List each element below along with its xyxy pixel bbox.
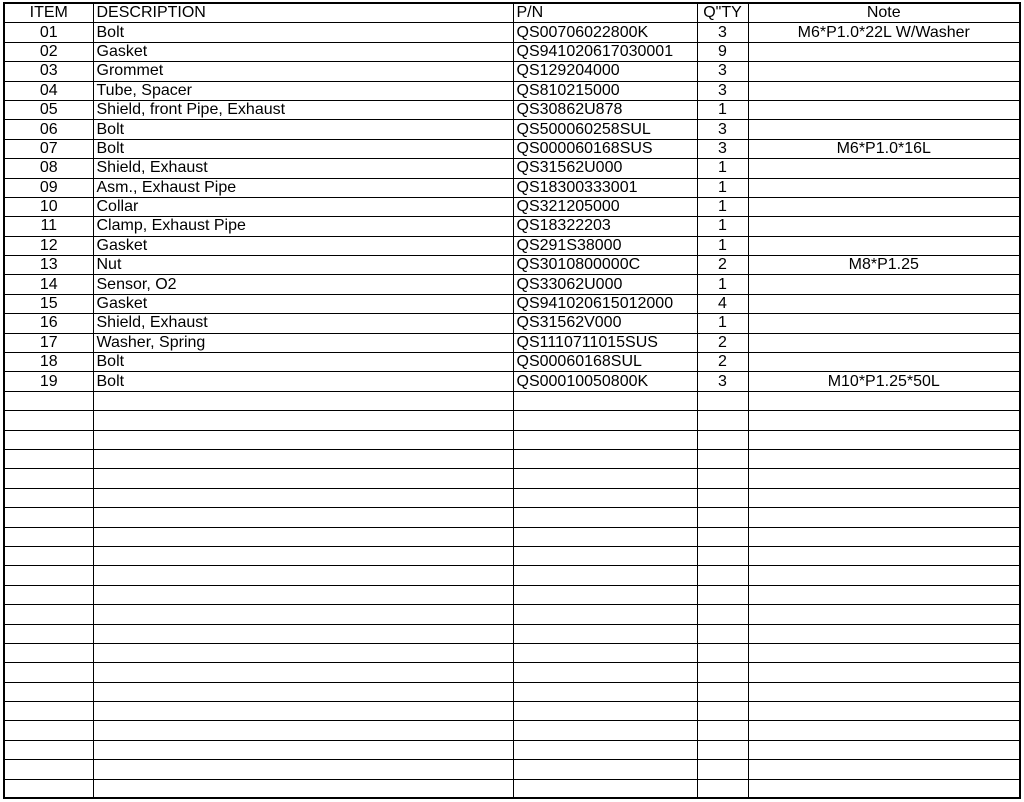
- cell-description: Asm., Exhaust Pipe: [93, 178, 513, 197]
- cell-part-number: QS31562V000: [513, 314, 697, 333]
- empty-cell: [513, 566, 697, 585]
- empty-cell: [748, 624, 1019, 643]
- cell-description: Bolt: [93, 353, 513, 372]
- empty-cell: [5, 740, 93, 759]
- table-row: [5, 23, 1019, 42]
- cell-item: 03: [5, 62, 93, 81]
- empty-cell: [5, 702, 93, 721]
- empty-cell: [5, 488, 93, 507]
- table-row: [5, 139, 1019, 158]
- cell-item: 08: [5, 159, 93, 178]
- cell-note: [748, 62, 1019, 81]
- empty-cell: [513, 546, 697, 565]
- empty-cell: [697, 566, 748, 585]
- empty-cell: [748, 643, 1019, 662]
- empty-cell: [513, 449, 697, 468]
- header-row: [5, 4, 1019, 23]
- cell-note: [748, 81, 1019, 100]
- cell-note: [748, 314, 1019, 333]
- empty-row: [5, 546, 1019, 565]
- cell-part-number: QS1110711015SUS: [513, 333, 697, 352]
- header-quantity: Q"TY: [697, 4, 748, 23]
- cell-part-number: QS941020615012000: [513, 294, 697, 313]
- table-row: [5, 197, 1019, 216]
- empty-cell: [513, 682, 697, 701]
- empty-cell: [5, 779, 93, 798]
- empty-cell: [697, 527, 748, 546]
- cell-quantity: 1: [697, 178, 748, 197]
- empty-cell: [697, 721, 748, 740]
- cell-description: Bolt: [93, 139, 513, 158]
- cell-part-number: QS3010800000C: [513, 256, 697, 275]
- table-row: [5, 159, 1019, 178]
- cell-part-number: QS000060168SUS: [513, 139, 697, 158]
- empty-cell: [513, 624, 697, 643]
- cell-quantity: 2: [697, 256, 748, 275]
- cell-description: Shield, front Pipe, Exhaust: [93, 100, 513, 119]
- empty-cell: [5, 411, 93, 430]
- empty-cell: [513, 488, 697, 507]
- empty-row: [5, 760, 1019, 779]
- empty-cell: [697, 643, 748, 662]
- cell-quantity: 3: [697, 139, 748, 158]
- cell-note: [748, 353, 1019, 372]
- empty-cell: [748, 721, 1019, 740]
- cell-description: Sensor, O2: [93, 275, 513, 294]
- cell-description: Shield, Exhaust: [93, 159, 513, 178]
- empty-cell: [93, 702, 513, 721]
- cell-part-number: QS291S38000: [513, 236, 697, 255]
- cell-quantity: 1: [697, 100, 748, 119]
- empty-cell: [93, 488, 513, 507]
- cell-quantity: 3: [697, 372, 748, 391]
- empty-cell: [748, 430, 1019, 449]
- empty-cell: [513, 469, 697, 488]
- cell-description: Grommet: [93, 62, 513, 81]
- cell-quantity: 2: [697, 333, 748, 352]
- cell-quantity: 9: [697, 42, 748, 61]
- cell-item: 15: [5, 294, 93, 313]
- cell-part-number: QS33062U000: [513, 275, 697, 294]
- table-row: [5, 333, 1019, 352]
- empty-cell: [93, 411, 513, 430]
- cell-part-number: QS18322203: [513, 217, 697, 236]
- empty-cell: [5, 682, 93, 701]
- cell-note: [748, 294, 1019, 313]
- empty-cell: [5, 605, 93, 624]
- empty-cell: [513, 702, 697, 721]
- empty-cell: [748, 682, 1019, 701]
- empty-cell: [5, 391, 93, 410]
- empty-cell: [5, 760, 93, 779]
- empty-cell: [748, 508, 1019, 527]
- parts-table: [5, 4, 1019, 799]
- empty-cell: [93, 682, 513, 701]
- header-item: ITEM: [5, 4, 93, 23]
- table-row: [5, 178, 1019, 197]
- table-row: [5, 314, 1019, 333]
- cell-note: [748, 197, 1019, 216]
- empty-row: [5, 508, 1019, 527]
- empty-cell: [93, 527, 513, 546]
- cell-description: Washer, Spring: [93, 333, 513, 352]
- table-row: [5, 62, 1019, 81]
- cell-part-number: QS31562U000: [513, 159, 697, 178]
- empty-cell: [5, 585, 93, 604]
- cell-part-number: QS810215000: [513, 81, 697, 100]
- cell-note: [748, 42, 1019, 61]
- table-row: [5, 372, 1019, 391]
- empty-cell: [513, 643, 697, 662]
- empty-cell: [93, 508, 513, 527]
- cell-item: 19: [5, 372, 93, 391]
- cell-quantity: 1: [697, 159, 748, 178]
- empty-row: [5, 779, 1019, 798]
- cell-description: Gasket: [93, 294, 513, 313]
- empty-cell: [748, 527, 1019, 546]
- empty-cell: [748, 779, 1019, 798]
- empty-row: [5, 663, 1019, 682]
- empty-cell: [93, 721, 513, 740]
- cell-quantity: 4: [697, 294, 748, 313]
- empty-cell: [748, 546, 1019, 565]
- empty-cell: [748, 760, 1019, 779]
- cell-description: Bolt: [93, 120, 513, 139]
- empty-row: [5, 488, 1019, 507]
- empty-cell: [93, 566, 513, 585]
- cell-quantity: 3: [697, 120, 748, 139]
- parts-list-sheet: [3, 2, 1021, 799]
- table-row: [5, 100, 1019, 119]
- cell-part-number: QS500060258SUL: [513, 120, 697, 139]
- empty-cell: [697, 488, 748, 507]
- empty-row: [5, 605, 1019, 624]
- empty-row: [5, 527, 1019, 546]
- cell-item: 10: [5, 197, 93, 216]
- table-row: [5, 236, 1019, 255]
- cell-note: M6*P1.0*16L: [748, 139, 1019, 158]
- empty-cell: [513, 663, 697, 682]
- cell-item: 12: [5, 236, 93, 255]
- table-row: [5, 42, 1019, 61]
- cell-quantity: 1: [697, 236, 748, 255]
- empty-cell: [93, 643, 513, 662]
- cell-description: Collar: [93, 197, 513, 216]
- cell-note: [748, 275, 1019, 294]
- cell-item: 14: [5, 275, 93, 294]
- empty-cell: [93, 605, 513, 624]
- empty-row: [5, 449, 1019, 468]
- empty-cell: [93, 469, 513, 488]
- empty-cell: [93, 779, 513, 798]
- empty-cell: [93, 760, 513, 779]
- cell-description: Nut: [93, 256, 513, 275]
- cell-part-number: QS00060168SUL: [513, 353, 697, 372]
- cell-description: Tube, Spacer: [93, 81, 513, 100]
- empty-cell: [5, 508, 93, 527]
- cell-item: 17: [5, 333, 93, 352]
- empty-cell: [697, 740, 748, 759]
- cell-note: [748, 236, 1019, 255]
- cell-item: 01: [5, 23, 93, 42]
- empty-cell: [513, 721, 697, 740]
- empty-cell: [748, 585, 1019, 604]
- cell-part-number: QS00706022800K: [513, 23, 697, 42]
- cell-note: M8*P1.25: [748, 256, 1019, 275]
- cell-note: [748, 333, 1019, 352]
- empty-row: [5, 391, 1019, 410]
- cell-part-number: QS941020617030001: [513, 42, 697, 61]
- empty-cell: [93, 449, 513, 468]
- empty-cell: [748, 702, 1019, 721]
- empty-cell: [697, 469, 748, 488]
- empty-cell: [93, 585, 513, 604]
- empty-cell: [697, 702, 748, 721]
- empty-cell: [748, 488, 1019, 507]
- cell-quantity: 1: [697, 217, 748, 236]
- cell-quantity: 1: [697, 275, 748, 294]
- table-row: [5, 81, 1019, 100]
- table-row: [5, 294, 1019, 313]
- cell-item: 09: [5, 178, 93, 197]
- empty-cell: [697, 391, 748, 410]
- cell-note: [748, 178, 1019, 197]
- cell-description: Gasket: [93, 236, 513, 255]
- empty-cell: [697, 449, 748, 468]
- empty-cell: [697, 508, 748, 527]
- cell-part-number: QS321205000: [513, 197, 697, 216]
- empty-row: [5, 643, 1019, 662]
- table-row: [5, 275, 1019, 294]
- empty-cell: [513, 585, 697, 604]
- empty-cell: [513, 508, 697, 527]
- cell-item: 04: [5, 81, 93, 100]
- cell-description: Bolt: [93, 23, 513, 42]
- empty-cell: [513, 740, 697, 759]
- empty-cell: [697, 430, 748, 449]
- empty-cell: [5, 469, 93, 488]
- cell-item: 07: [5, 139, 93, 158]
- empty-cell: [5, 430, 93, 449]
- empty-cell: [697, 779, 748, 798]
- empty-cell: [5, 624, 93, 643]
- cell-item: 13: [5, 256, 93, 275]
- cell-quantity: 2: [697, 353, 748, 372]
- cell-part-number: QS30862U878: [513, 100, 697, 119]
- empty-row: [5, 702, 1019, 721]
- header-part-number: P/N: [513, 4, 697, 23]
- cell-description: Bolt: [93, 372, 513, 391]
- empty-cell: [513, 779, 697, 798]
- empty-cell: [5, 643, 93, 662]
- empty-cell: [697, 546, 748, 565]
- empty-cell: [5, 663, 93, 682]
- empty-cell: [748, 740, 1019, 759]
- cell-quantity: 3: [697, 62, 748, 81]
- empty-cell: [697, 411, 748, 430]
- empty-cell: [513, 605, 697, 624]
- empty-cell: [93, 624, 513, 643]
- empty-cell: [748, 605, 1019, 624]
- empty-row: [5, 740, 1019, 759]
- empty-cell: [697, 682, 748, 701]
- cell-note: [748, 217, 1019, 236]
- cell-item: 16: [5, 314, 93, 333]
- empty-cell: [748, 391, 1019, 410]
- empty-row: [5, 411, 1019, 430]
- cell-part-number: QS129204000: [513, 62, 697, 81]
- table-row: [5, 217, 1019, 236]
- empty-cell: [513, 430, 697, 449]
- empty-cell: [93, 740, 513, 759]
- cell-item: 02: [5, 42, 93, 61]
- cell-quantity: 3: [697, 81, 748, 100]
- table-row: [5, 256, 1019, 275]
- cell-quantity: 3: [697, 23, 748, 42]
- cell-item: 18: [5, 353, 93, 372]
- empty-cell: [513, 411, 697, 430]
- empty-row: [5, 430, 1019, 449]
- empty-cell: [93, 430, 513, 449]
- cell-item: 06: [5, 120, 93, 139]
- empty-cell: [697, 760, 748, 779]
- cell-description: Shield, Exhaust: [93, 314, 513, 333]
- empty-cell: [5, 566, 93, 585]
- empty-cell: [697, 663, 748, 682]
- cell-note: [748, 100, 1019, 119]
- cell-note: M10*P1.25*50L: [748, 372, 1019, 391]
- empty-cell: [5, 527, 93, 546]
- empty-cell: [93, 546, 513, 565]
- empty-row: [5, 682, 1019, 701]
- table-body: [5, 23, 1019, 799]
- cell-item: 05: [5, 100, 93, 119]
- empty-cell: [697, 605, 748, 624]
- cell-description: Gasket: [93, 42, 513, 61]
- empty-cell: [697, 624, 748, 643]
- cell-item: 11: [5, 217, 93, 236]
- empty-cell: [748, 411, 1019, 430]
- empty-cell: [513, 527, 697, 546]
- empty-cell: [748, 449, 1019, 468]
- cell-quantity: 1: [697, 197, 748, 216]
- empty-cell: [748, 663, 1019, 682]
- empty-cell: [748, 566, 1019, 585]
- empty-cell: [513, 760, 697, 779]
- empty-row: [5, 469, 1019, 488]
- empty-cell: [5, 449, 93, 468]
- empty-cell: [5, 721, 93, 740]
- empty-row: [5, 721, 1019, 740]
- cell-note: [748, 159, 1019, 178]
- header-note: Note: [748, 4, 1019, 23]
- cell-quantity: 1: [697, 314, 748, 333]
- table-row: [5, 353, 1019, 372]
- empty-row: [5, 585, 1019, 604]
- empty-cell: [5, 546, 93, 565]
- cell-part-number: QS18300333001: [513, 178, 697, 197]
- empty-row: [5, 566, 1019, 585]
- cell-description: Clamp, Exhaust Pipe: [93, 217, 513, 236]
- table-row: [5, 120, 1019, 139]
- empty-row: [5, 624, 1019, 643]
- empty-cell: [93, 391, 513, 410]
- empty-cell: [748, 469, 1019, 488]
- cell-note: M6*P1.0*22L W/Washer: [748, 23, 1019, 42]
- empty-cell: [93, 663, 513, 682]
- empty-cell: [697, 585, 748, 604]
- cell-note: [748, 120, 1019, 139]
- header-description: DESCRIPTION: [93, 4, 513, 23]
- cell-part-number: QS00010050800K: [513, 372, 697, 391]
- empty-cell: [513, 391, 697, 410]
